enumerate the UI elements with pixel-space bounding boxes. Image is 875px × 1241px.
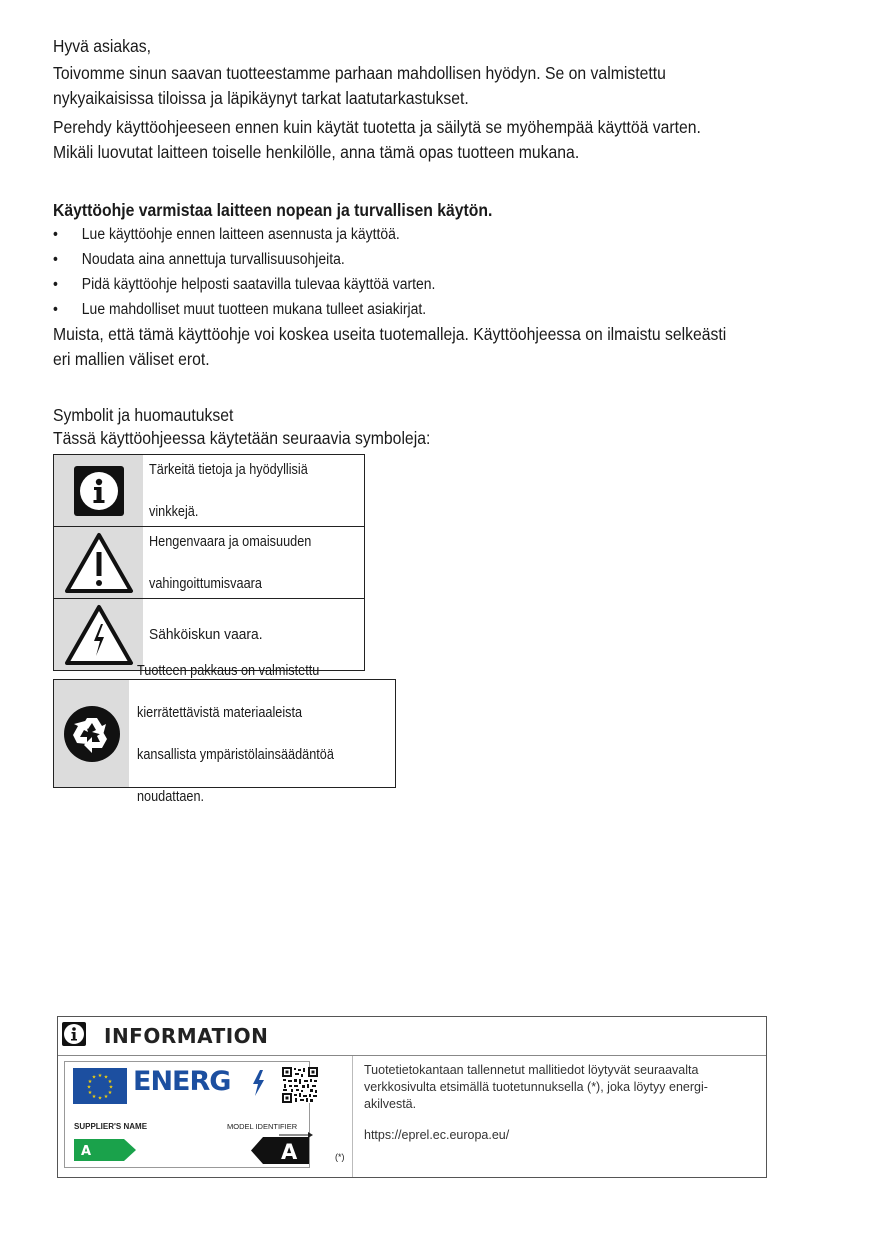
- note-line: Muista, että tämä käyttöohje voi koskea useita tuotemalleja. Käyttöohjeessa on ilmaistu selkeästi: [53, 324, 727, 344]
- symbol-description: Tuotteen pakkaus on valmistettu kierrätettävistä materiaaleista kansallista ympäristölainsäädäntöä noudattaen.: [137, 662, 334, 805]
- list-item: • Noudata aina annettuja turvallisuusohjeita.: [53, 251, 345, 268]
- section-heading: Käyttöohje varmistaa laitteen nopean ja turvallisen käytön.: [53, 200, 493, 220]
- symbols-title: Symbolit ja huomautukset: [53, 405, 234, 425]
- svg-text:★: ★: [107, 1090, 113, 1096]
- svg-text:★: ★: [87, 1090, 93, 1096]
- energy-class-arrow: [74, 1139, 136, 1166]
- info-icon: [54, 455, 143, 526]
- symbols-table: [53, 454, 365, 671]
- svg-text:★: ★: [91, 1074, 97, 1081]
- model-identifier: MODEL IDENTIFIER: [227, 1122, 298, 1131]
- svg-text:★: ★: [87, 1079, 93, 1085]
- list-item: • Lue käyttöohje ennen laitteen asennusta ja käyttöä.: [53, 226, 400, 243]
- information-box: [57, 1016, 767, 1178]
- model-marker: (*): [335, 1152, 345, 1162]
- greeting: Hyvä asiakas,: [53, 36, 152, 56]
- supplier-name: SUPPLIER'S NAME: [74, 1122, 148, 1131]
- info-text-line: akilvestä.: [364, 1097, 417, 1111]
- energy-label-panel: [58, 1056, 353, 1177]
- note-line: eri mallien väliset erot.: [53, 349, 210, 369]
- list-item: • Pidä käyttöohje helposti saatavilla tulevaa käyttöä varten.: [53, 276, 436, 293]
- symbol-description: Hengenvaara ja omaisuuden vahingoittumisvaara: [149, 533, 312, 592]
- energy-label: [64, 1061, 310, 1168]
- svg-text:★: ★: [108, 1084, 114, 1091]
- energy-class-small: A: [81, 1144, 92, 1159]
- qr-code-icon: [282, 1067, 318, 1108]
- symbol-row: [54, 455, 364, 527]
- info-icon: [61, 1021, 87, 1052]
- lightning-icon: [251, 1070, 265, 1101]
- information-title: INFORMATION: [104, 1024, 269, 1048]
- svg-text:★: ★: [107, 1079, 113, 1085]
- information-text: [353, 1056, 766, 1177]
- energy-class-badge: [251, 1137, 309, 1164]
- svg-text:★: ★: [91, 1094, 97, 1100]
- energy-brand: ENERG: [133, 1066, 231, 1097]
- symbol-description: Sähköiskun vaara.: [149, 626, 263, 643]
- svg-text:★: ★: [86, 1084, 92, 1091]
- info-text-line: verkkosivulta etsimällä tuotetunnuksella (*), joka löytyy energi-: [364, 1080, 708, 1094]
- intro-line: Perehdy käyttöohjeeseen ennen kuin käytät tuotetta ja säilytä se myöhempää käyttöä varten.: [53, 117, 701, 137]
- svg-text:★: ★: [103, 1094, 109, 1100]
- warning-icon: [54, 527, 143, 598]
- recycle-icon: [54, 680, 129, 787]
- electric-shock-icon: [54, 599, 143, 670]
- svg-text:★: ★: [103, 1074, 109, 1081]
- information-header: [58, 1017, 766, 1056]
- info-text-line: Tuotetietokantaan tallennetut mallitiedot löytyvät seuraavalta: [364, 1063, 699, 1077]
- recycle-box: [53, 662, 396, 805]
- intro-line: Toivomme sinun saavan tuotteestamme parhaan mahdollisen hyödyn. Se on valmistettu: [53, 63, 666, 83]
- symbol-description: Tärkeitä tietoja ja hyödyllisiä vinkkejä.: [149, 461, 308, 520]
- intro-line: nykyaikaisissa tiloissa ja läpikäynyt tarkat laatutarkastukset.: [53, 88, 469, 108]
- intro-line: Mikäli luovutat laitteen toiselle henkilölle, anna tämä opas tuotteen mukana.: [53, 142, 580, 162]
- symbols-intro: Tässä käyttöohjeessa käytetään seuraavia symboleja:: [53, 428, 431, 448]
- svg-text:★: ★: [97, 1095, 103, 1102]
- symbol-row: [54, 527, 364, 599]
- svg-text:★: ★: [97, 1073, 103, 1079]
- energy-class-big: A: [281, 1140, 298, 1164]
- eprel-link[interactable]: https://eprel.ec.europa.eu/: [364, 1128, 510, 1142]
- list-item: • Lue mahdolliset muut tuotteen mukana tulleet asiakirjat.: [53, 301, 427, 318]
- eu-flag-icon: [73, 1068, 127, 1104]
